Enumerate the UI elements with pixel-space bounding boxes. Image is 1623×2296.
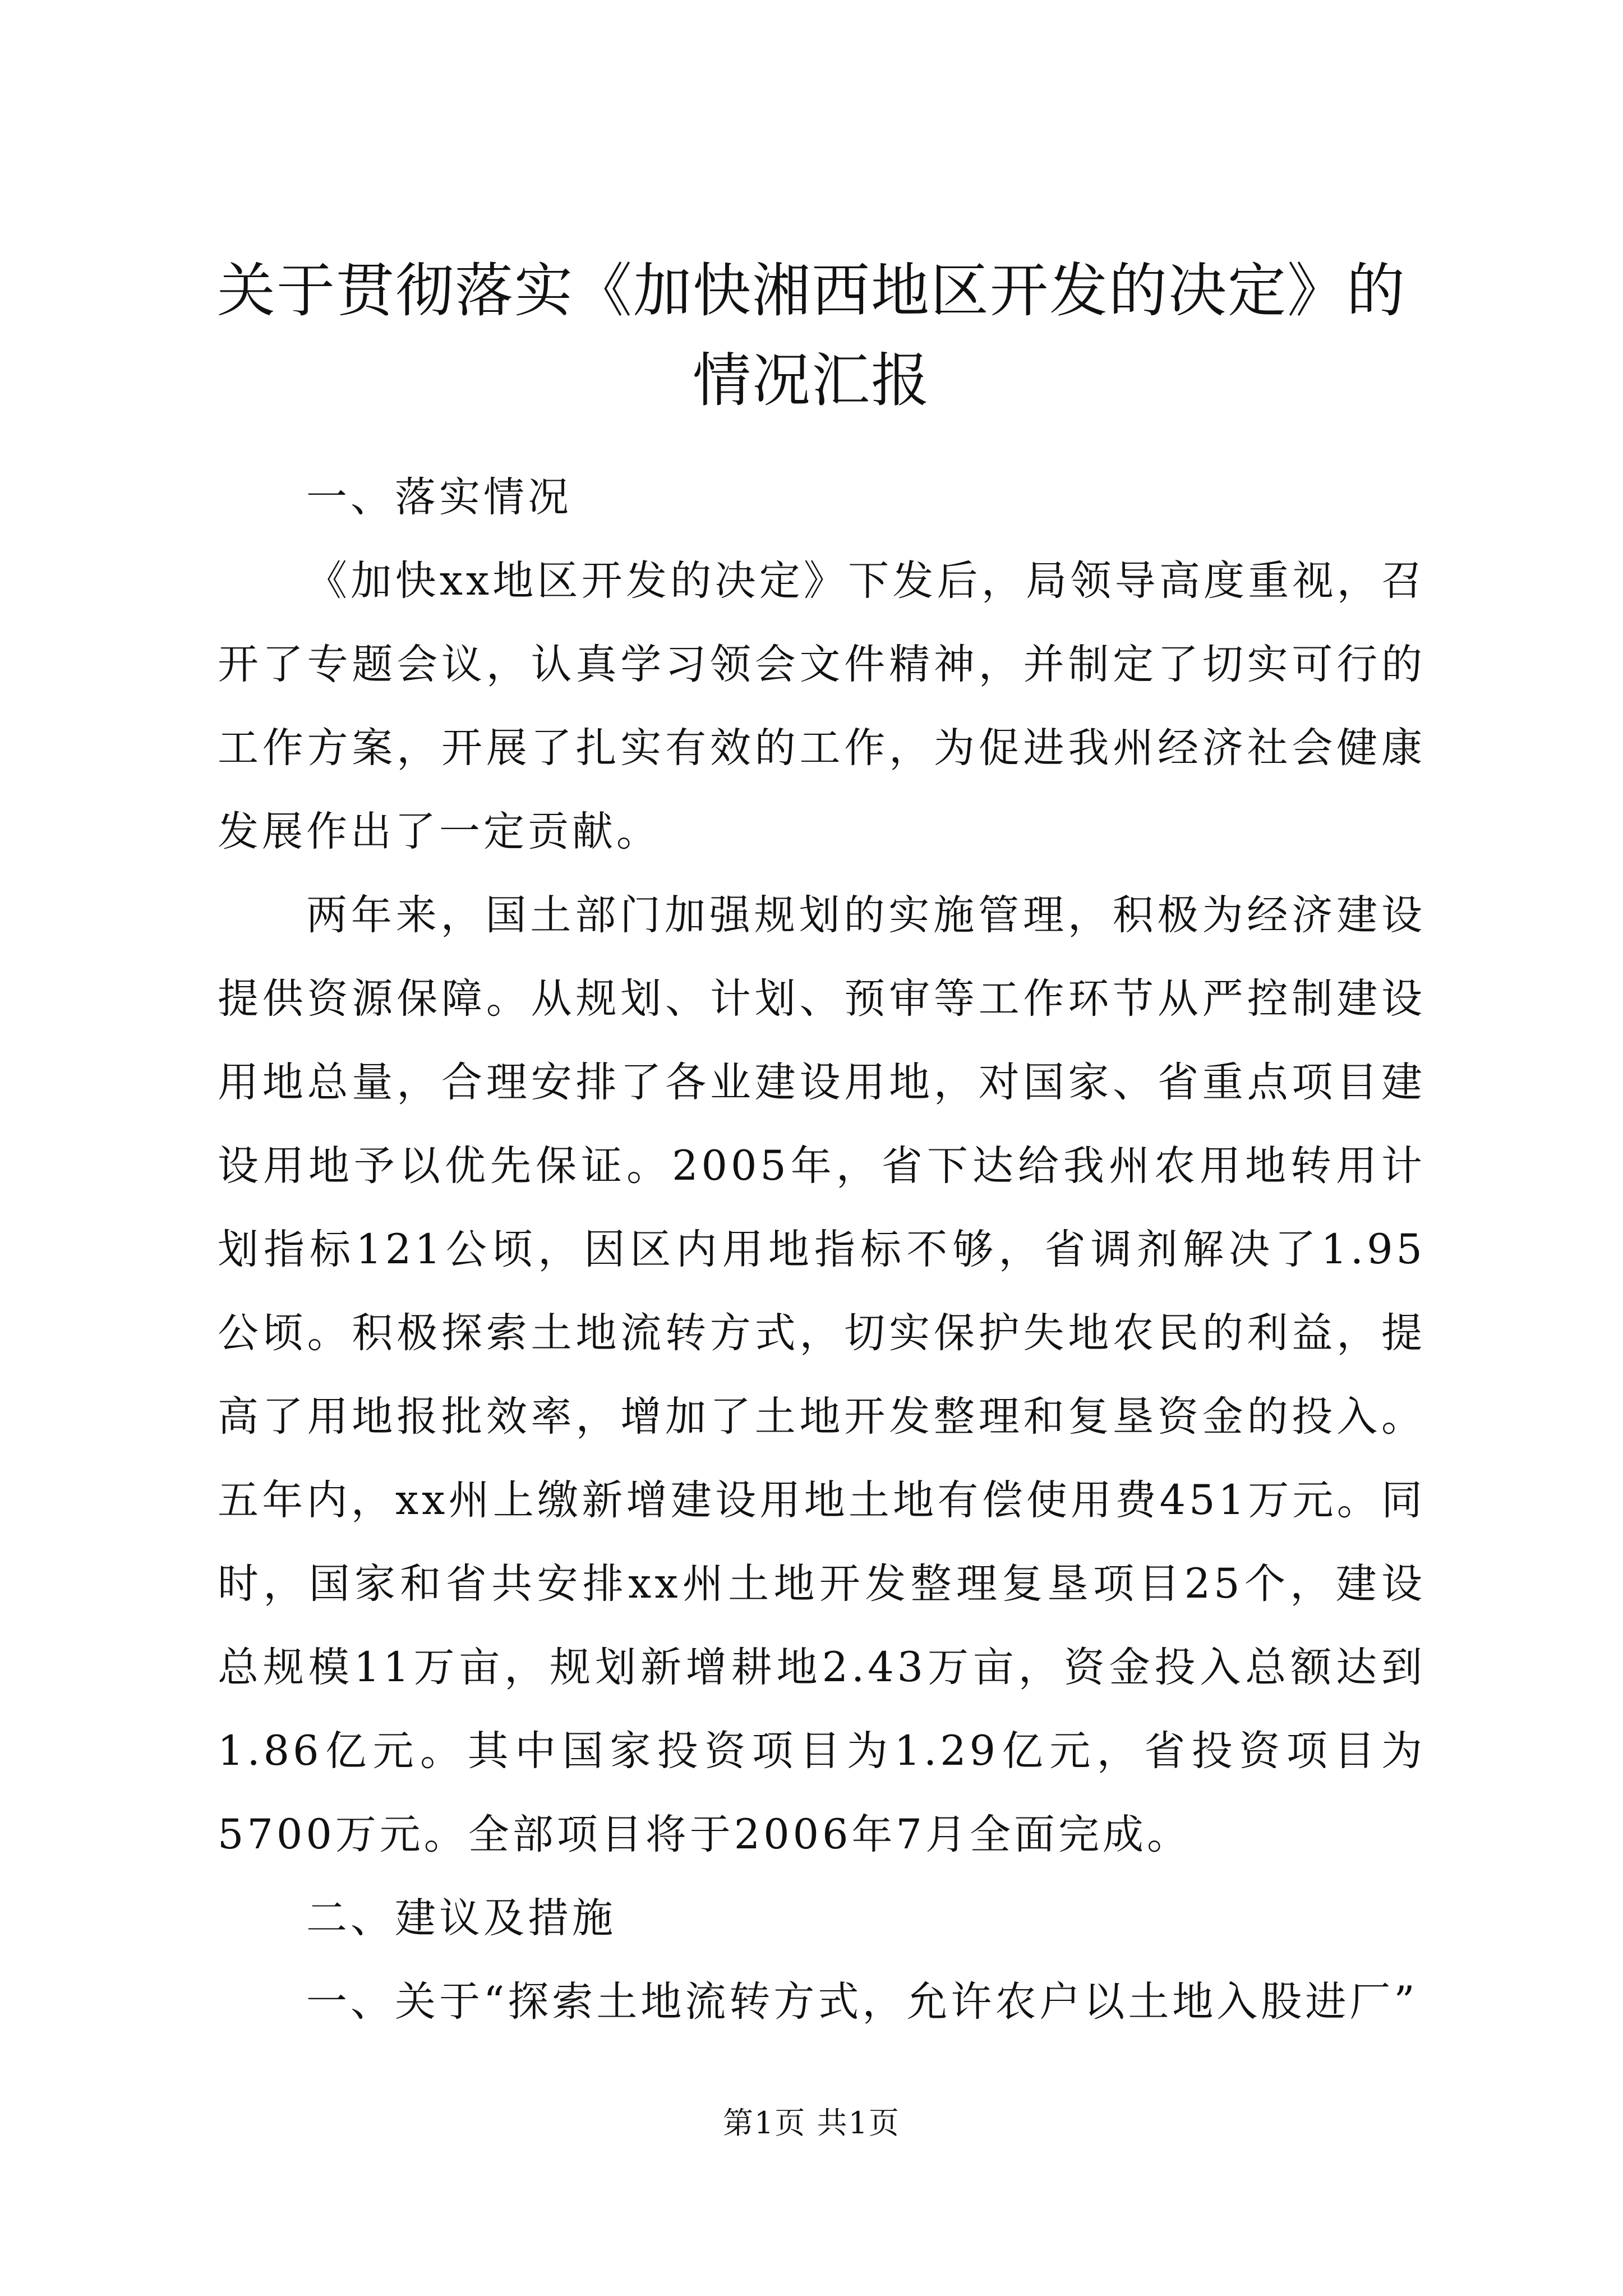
paragraph-1: 《加快xx地区开发的决定》下发后，局领导高度重视，召开了专题会议，认真学习领会文件精神，并制定了切实可行的工作方案，开展了扎实有效的工作，为促进我州经济社会健康发展作出了一定贡献。	[218, 557, 1426, 855]
section-heading-2: 二、建议及措施	[306, 1894, 616, 1942]
paragraph-3: 一、关于“探索土地流转方式，允许农户以土地入股进厂”	[306, 1978, 1418, 2026]
page-footer: 第1页 共1页	[723, 2105, 900, 2141]
document-title-line-1: 关于贯彻落实《加快湘西地区开发的决定》的	[216, 256, 1406, 325]
paragraph-2: 两年来，国土部门加强规划的实施管理，积极为经济建设提供资源保障。从规划、计划、预审等工作环节从严控制建设用地总量，合理安排了各业建设用地，对国家、省重点项目建设用地予以优先保证。2005年，省下达给我州农用地转用计划指标121公顷，因区内用地指标不够，省调剂解决了1.95公顷。积极探索土地流转方式，切实保护失地农民的利益，提高了用地报批效率，增加了土地开发整理和复垦资金的投入。五年内，xx州上缴新增建设用地土地有偿使用费451万元。同时，国家和省共安排xx州土地开发整理复垦项目25个，建设总规模11万亩，规划新增耕地2.43万亩，资金投入总额达到1.86亿元。其中国家投资项目为1.29亿元，省投资项目为5700万元。全部项目将于2006年7月全面完成。	[218, 891, 1426, 1858]
document-title-line-2: 情况汇报	[692, 346, 930, 415]
document-body	[218, 455, 1426, 2044]
section-heading-1: 一、落实情况	[306, 473, 572, 521]
